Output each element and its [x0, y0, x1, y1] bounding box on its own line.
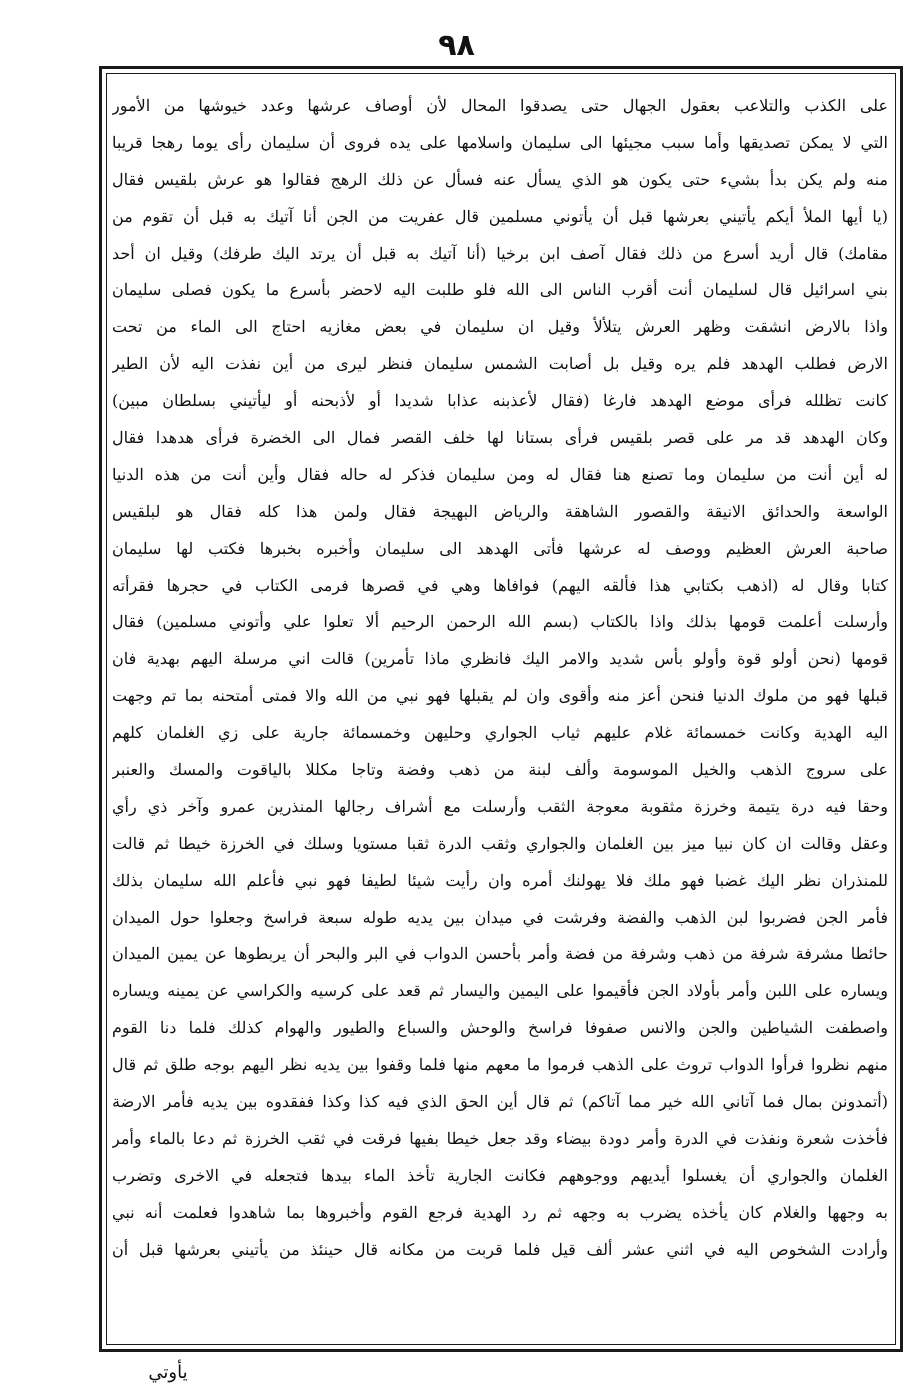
- text-line-7: واذا بالارض انشقت وظهر العرش يتلألأ وقيل ان سليمان في بعض مغازيه احتاج الى الماء من تحت: [112, 317, 888, 337]
- text-line-20: وحقا فيه درة يتيمة وخرزة مثقوبة معوجة الثقب وأرسلت مع أشراف رجالها المنذرين عمرو وآخر ذي رأي: [112, 796, 888, 816]
- text-line-28: (أتمدونن بمال فما آتاني الله خير مما آتاكم) ثم قال أين الحق الذي فيه كذا وكذا ففقدوه بين يديه فأمر الارضة: [112, 1092, 888, 1112]
- text-line-10: وكان الهدهد قد مر على قصر بلقيس فرأى بستانا لها خلف القصر فمال الى الخضرة فرأى هدهدا فقال: [112, 428, 888, 448]
- text-line-13: صاحبة العرش العظيم ووصف له عرشها فأتى الهدهد الى سليمان وأخبره بخبرها فكتب لها سليمان: [112, 538, 888, 558]
- text-line-8: الارض فطلب الهدهد فلم يره وقيل بل أصابت الشمس سليمان فنظر ليرى من أين نفذت اليه لأن الطير: [112, 354, 888, 374]
- text-line-32: وأرادت الشخوص اليه في اثني عشر ألف قيل فلما قربت من مكانه قال حينئذ من يأتيني بعرشها قبل أن: [112, 1239, 888, 1259]
- text-line-6: بني اسرائيل قال لسليمان أنت أقرب الناس الى الله فلو طلبت اليه لاحضر بأسرع ما يكون فصلى سليمان: [112, 280, 888, 300]
- text-line-15: وأرسلت أعلمت قومها بذلك واذا بالكتاب (بسم الله الرحمن الرحيم ألا تعلوا علي وأتوني مسلمين) فقال: [112, 612, 888, 632]
- text-line-14: كتابا وقال له (اذهب بكتابي هذا فألقه اليهم) فوافاها وهي في قصرها فرمى الكتاب في حجرها فقرأته: [112, 575, 888, 595]
- page-number: ٩٨: [438, 28, 475, 63]
- text-line-18: اليه الهدية وكانت خمسمائة غلام عليهم ثياب الجواري وحليهن وخمسمائة جارية على زي الغلمان كلهم: [112, 723, 888, 743]
- text-line-16: قومها (نحن أولو قوة وأولو بأس شديد والامر اليك فانظري ماذا تأمرين) قالت اني مرسلة اليهم بهدية فان: [112, 649, 888, 669]
- text-line-3: منه ولم يكن بدأ بشيء حتى يكون هو الذي يسأل عنه فسأل عن ذلك الرهج فقالوا هو عرش بلقيس فقال: [112, 169, 888, 189]
- text-line-22: للمنذران نظر اليك غضبا فهو ملك فلا يهولنك أمره وان رأيت شيئا لطيفا فهو نبي فأعلم الله سليمان بذلك: [112, 870, 888, 890]
- text-line-27: منهم نظروا فرأوا الدواب تروث على الذهب فرموا ما معهم منها فلما وقفوا بين يديه نظر اليهم بوجه طلق ثم قال: [112, 1055, 888, 1075]
- text-line-21: وعقل وقالت ان كان نبيا ميز بين الغلمان والجواري وثقب الدرة ثقبا مستويا وسلك في الخرزة خيطا ثم قالت: [112, 833, 888, 853]
- body-text: [112, 88, 888, 1340]
- text-line-4: (يا أيها الملأ أيكم يأتيني بعرشها قبل أن يأتوني مسلمين قال عفريت من الجن أنا آتيك به قبل أن تقوم من: [112, 206, 888, 226]
- catchword: يأوتي: [148, 1362, 188, 1383]
- text-line-30: الغلمان والجواري أن يغسلوا أيديهم ووجوههم فكانت الجارية تأخذ الماء بيدها فتجعله في الاخرى وتضرب: [112, 1165, 888, 1185]
- text-line-11: له أين أنت من سليمان وما تصنع هنا فقال له ومن سليمان فذكر له حاله فقال وأين أنت من هذه الدنيا: [112, 464, 888, 484]
- text-line-12: الواسعة والحدائق الانيقة والقصور الشاهقة والرياض البهيجة فقال ولمن هذا كله فقال هو لبلقيس: [112, 501, 888, 521]
- text-line-17: قبلها فهو من ملوك الدنيا فنحن أعز منه وأقوى وان لم يقبلها فهو نبي من الله والا فمتى أمتحنه بما تم وجهت: [112, 686, 888, 706]
- text-line-31: به وجهها والغلام كان يأخذه يضرب به وجهه ثم رد الهدية فرجع القوم وأخبروها بما شاهدوا فعلمت أنه نبي: [112, 1202, 888, 1222]
- text-line-33: [112, 1269, 888, 1306]
- text-line-5: مقامك) قال أريد أسرع من ذلك فقال آصف ابن برخيا (أنا آتيك به قبل أن يرتد اليك طرفك) وقيل ان أحد: [112, 243, 888, 263]
- text-line-24: حائطا مشرفة شرفة من ذهب وشرفة من فضة وأمر بأحسن الدواب في البر والبحر أن يربطوها عن يمين الميدان: [112, 944, 888, 964]
- text-line-34: [112, 1305, 888, 1342]
- text-line-26: واصطفت الشياطين والجن والانس صفوفا فراسخ والوحش والسباع والطيور والهوام كذلك فلما دنا القوم: [112, 1018, 888, 1038]
- text-line-9: كانت تظلله فرأى موضع الهدهد فارغا (فقال لأعذبنه عذابا شديدا أو لأذبحنه أو ليأتيني بسلطان مبين): [112, 391, 888, 411]
- text-line-2: التي لا يمكن تصديقها وأما سبب مجيئها الى سليمان واسلامها على يده فروى أن سليمان رأى يوما رهجا قريبا: [112, 132, 888, 152]
- text-line-19: على سروج الذهب والخيل الموسومة وألف لبنة من ذهب وفضة وتاجا مكللا بالياقوت والمسك والعنبر: [112, 760, 888, 780]
- text-line-25: ويساره على اللبن وأمر بأولاد الجن فأقيموا على اليمين واليسار ثم قعد على كرسيه والكراسي عن يمينه ويساره: [112, 981, 888, 1001]
- text-line-23: فأمر الجن فضربوا لبن الذهب والفضة وفرشت في ميدان بين يديه طوله سبعة فراسخ وجعلوا حول الميدان: [112, 907, 888, 927]
- text-line-29: فأخذت شعرة ونفذت في الدرة وأمر دودة بيضاء وقد جعل خيطا بفيها فرقت في ثقب الخرزة ثم دعا بالماء وأمر: [112, 1128, 888, 1148]
- text-line-1: على الكذب والتلاعب بعقول الجهال حتى يصدقوا المحال لأن أوصاف عرشها وعدد خيوشها من الأمور: [112, 96, 888, 115]
